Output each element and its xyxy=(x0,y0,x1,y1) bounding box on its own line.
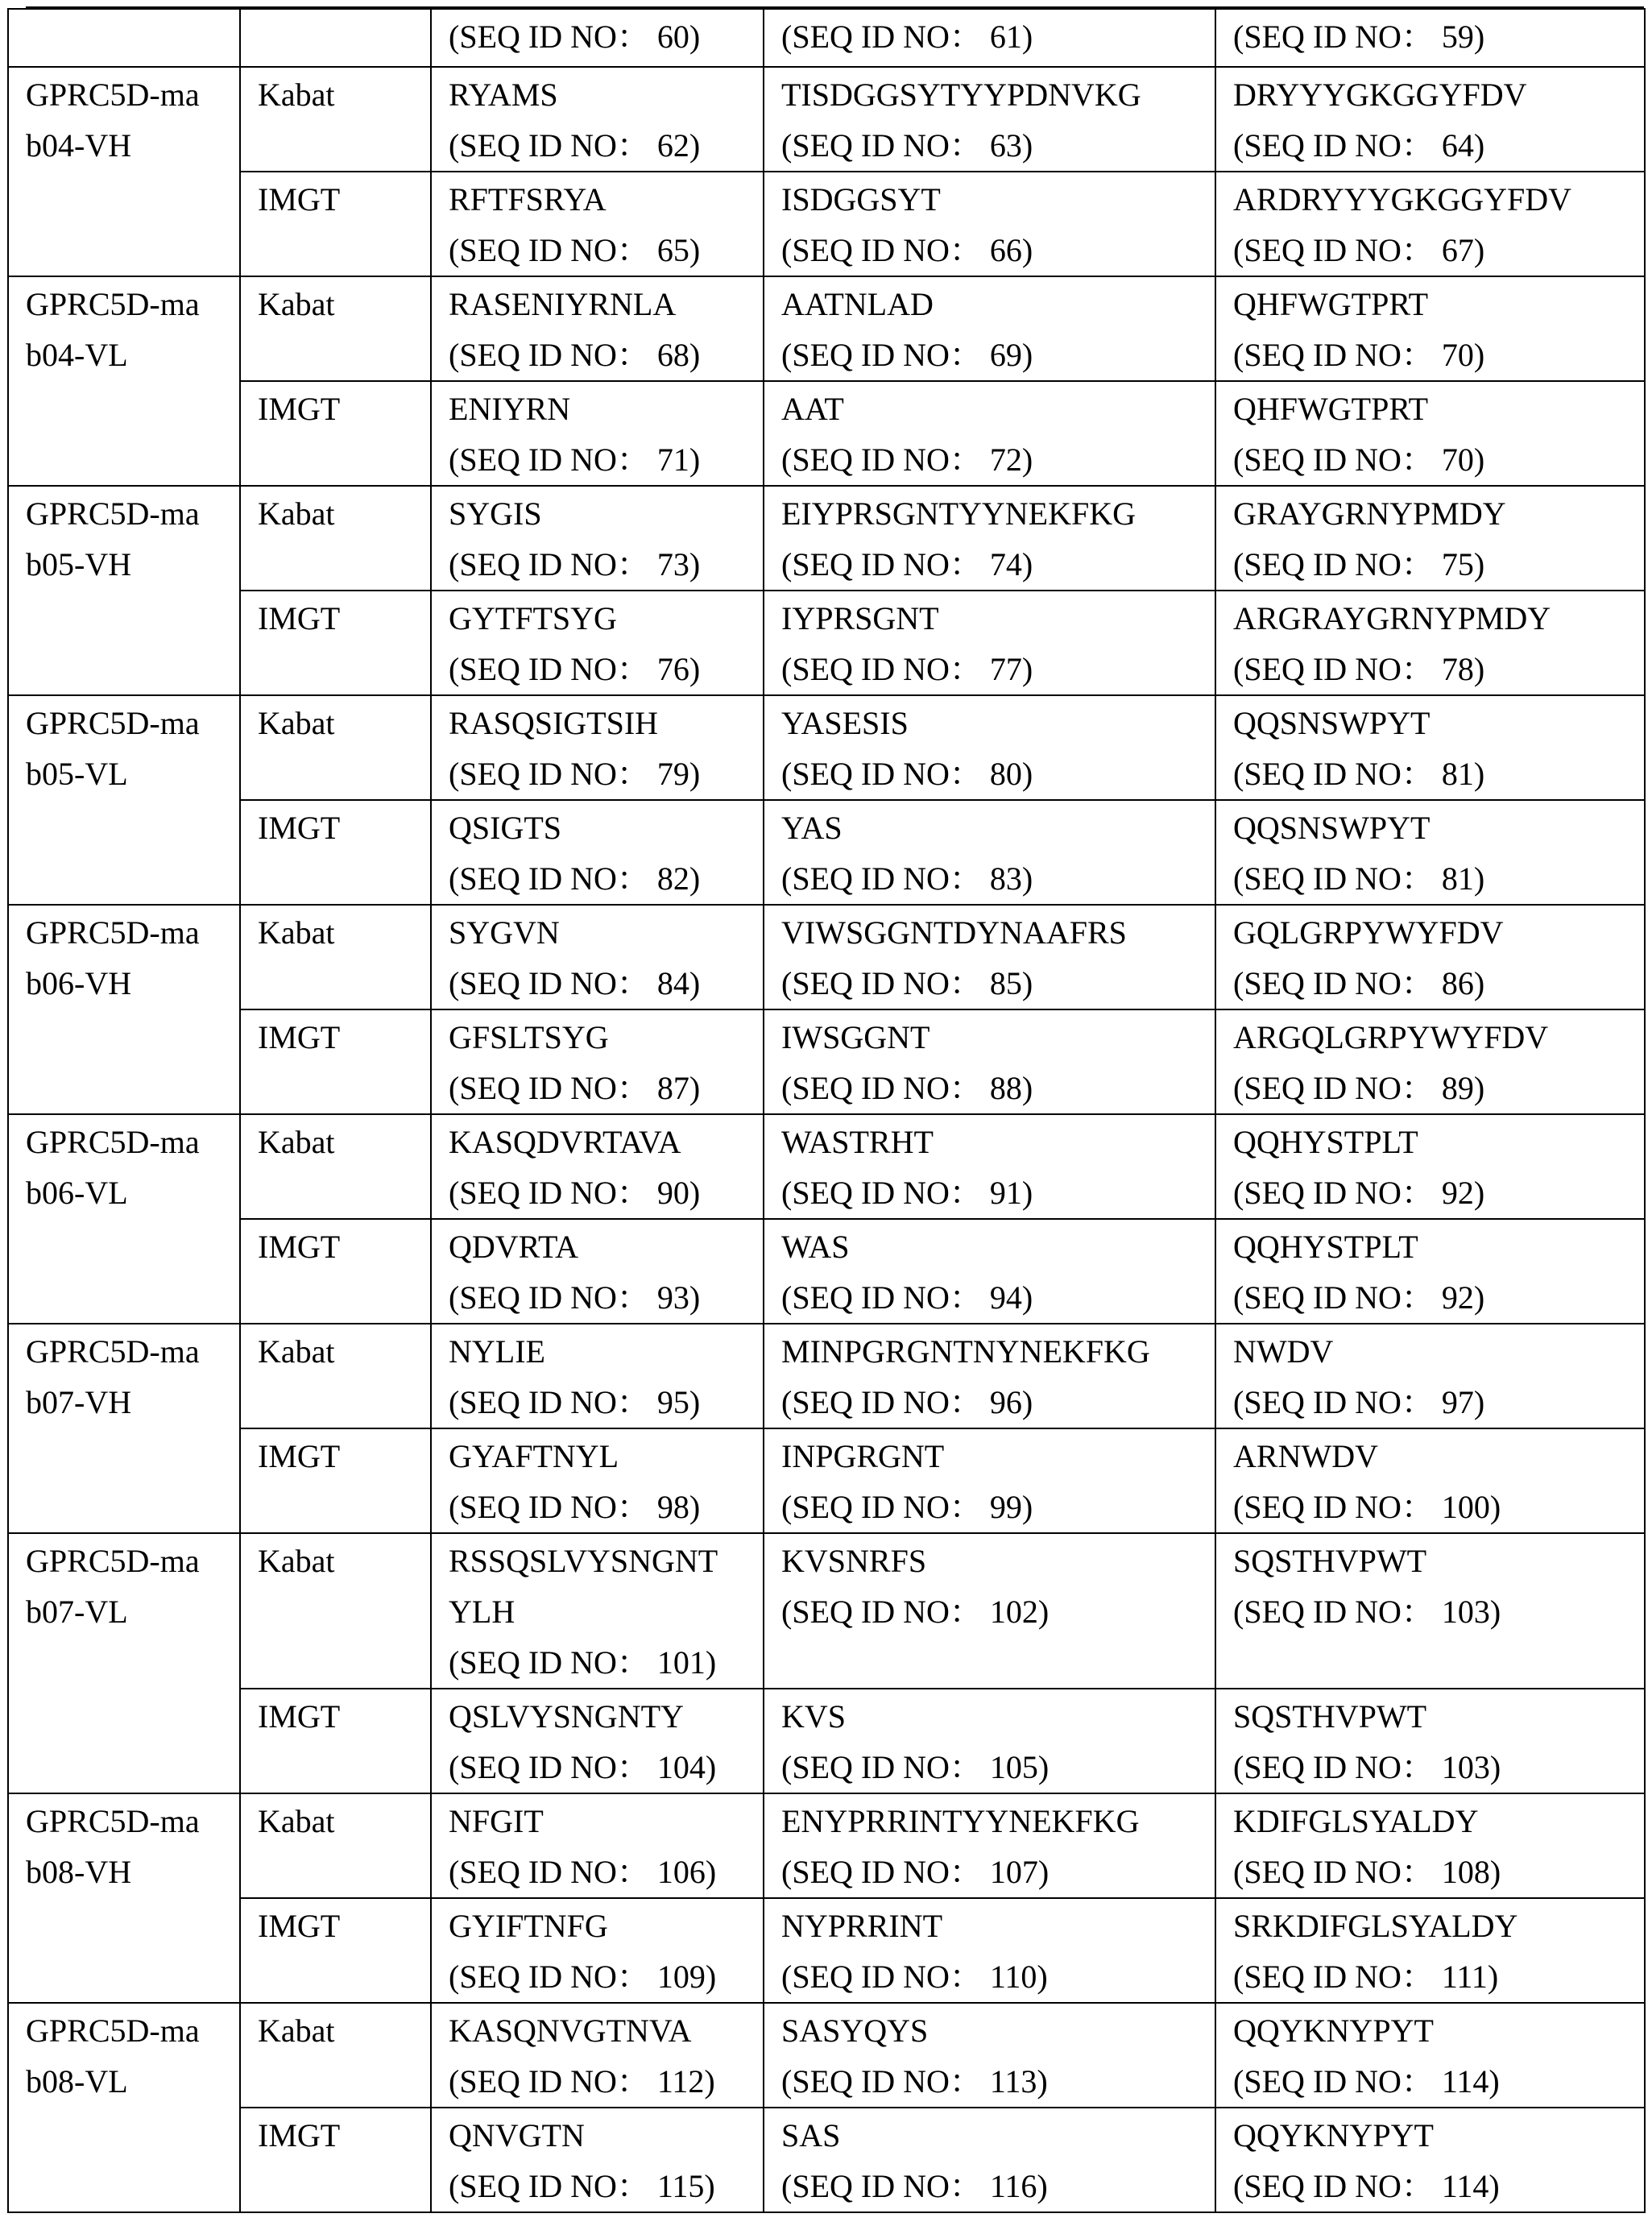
scheme-label: IMGT xyxy=(258,810,341,846)
scheme-cell xyxy=(240,1898,431,2003)
cdr3-seq-id: (SEQ ID NO： 70) xyxy=(1233,441,1485,478)
cdr3-cell xyxy=(1215,1428,1645,1533)
cdr3-seq-id: (SEQ ID NO： 89) xyxy=(1233,1070,1485,1106)
scheme-cell xyxy=(240,381,431,486)
cdr3-cell xyxy=(1215,591,1645,695)
scheme-cell xyxy=(240,591,431,695)
cdr2-sequence: MINPGRGNTNYNEKFKG xyxy=(781,1333,1150,1370)
antibody-name-cell xyxy=(8,1533,240,1793)
antibody-name-cell xyxy=(8,2003,240,2212)
scheme-cell xyxy=(240,905,431,1009)
cdr2-seq-id: (SEQ ID NO： 85) xyxy=(781,965,1033,1001)
cdr2-cell xyxy=(764,1114,1215,1219)
cdr3-cell xyxy=(1215,2108,1645,2212)
cdr1-sequence: QNVGTN xyxy=(449,2117,585,2153)
cdr1-seq-id: (SEQ ID NO： 79) xyxy=(449,756,701,792)
cdr2-sequence: KVSNRFS xyxy=(781,1543,927,1579)
cdr2-sequence: SASYQYS xyxy=(781,2013,929,2049)
cdr2-seq-id: (SEQ ID NO： 91) xyxy=(781,1175,1033,1211)
antibody-name-cell xyxy=(8,1114,240,1324)
scheme-label: Kabat xyxy=(258,1333,335,1370)
antibody-name-line2: b05-VL xyxy=(26,756,128,792)
cdr2-seq-id: (SEQ ID NO： 110) xyxy=(781,1959,1048,1995)
cdr3-seq-id: (SEQ ID NO： 81) xyxy=(1233,860,1485,897)
cdr1-seq-id: (SEQ ID NO： 71) xyxy=(449,441,701,478)
scheme-cell xyxy=(240,2108,431,2212)
cdr2-seq-id: (SEQ ID NO： 116) xyxy=(781,2168,1048,2204)
cdr3-seq-id: (SEQ ID NO： 92) xyxy=(1233,1175,1485,1211)
cdr2-cell xyxy=(764,486,1215,591)
cdr2-seq-id: (SEQ ID NO： 72) xyxy=(781,441,1033,478)
cdr1-seq-id: (SEQ ID NO： 95) xyxy=(449,1384,701,1420)
scheme-cell xyxy=(240,1428,431,1533)
table-row-kabat xyxy=(8,67,1645,172)
cdr3-sequence: GQLGRPYWYFDV xyxy=(1233,914,1504,951)
cdr2-sequence: KVS xyxy=(781,1698,847,1735)
cdr3-seq-id: (SEQ ID NO： 75) xyxy=(1233,546,1485,582)
table-row-imgt xyxy=(8,1689,1645,1793)
cdr2-seq-id: (SEQ ID NO： 66) xyxy=(781,232,1033,268)
cdr2-sequence: WAS xyxy=(781,1229,850,1265)
cdr3-cell xyxy=(1215,9,1645,67)
cdr1-sequence-cont: YLH xyxy=(449,1594,515,1630)
antibody-name-cell xyxy=(8,1793,240,2003)
cdr1-seq-id: (SEQ ID NO： 98) xyxy=(449,1489,701,1525)
cdr3-sequence: ARNWDV xyxy=(1233,1438,1378,1474)
cdr3-sequence: ARDRYYYGKGGYFDV xyxy=(1233,181,1572,218)
cdr1-seq-id: (SEQ ID NO： 82) xyxy=(449,860,701,897)
cdr2-cell xyxy=(764,2003,1215,2108)
cdr1-cell xyxy=(431,800,764,905)
cdr2-cell xyxy=(764,1219,1215,1324)
scheme-label: IMGT xyxy=(258,1438,341,1474)
table-row-kabat xyxy=(8,1793,1645,1898)
scheme-label: IMGT xyxy=(258,600,341,636)
cdr3-seq-id: (SEQ ID NO： 103) xyxy=(1233,1749,1501,1785)
scheme-label: Kabat xyxy=(258,914,335,951)
cdr1-cell xyxy=(431,1219,764,1324)
cdr3-sequence: GRAYGRNYPMDY xyxy=(1233,495,1506,532)
cdr2-cell xyxy=(764,1793,1215,1898)
cdr3-seq-id: (SEQ ID NO： 103) xyxy=(1233,1594,1501,1630)
antibody-name-line2: b08-VH xyxy=(26,1854,132,1890)
antibody-name-line1: GPRC5D-ma xyxy=(26,914,200,951)
cdr1-cell xyxy=(431,1428,764,1533)
cdr3-cell xyxy=(1215,276,1645,381)
seq-id-label: (SEQ ID NO： 61) xyxy=(781,19,1033,55)
cdr1-sequence: QSIGTS xyxy=(449,810,562,846)
scheme-cell xyxy=(240,1793,431,1898)
scheme-cell xyxy=(240,276,431,381)
antibody-name-cell xyxy=(8,905,240,1114)
cdr3-sequence: ARGQLGRPYWYFDV xyxy=(1233,1019,1549,1055)
cdr3-cell xyxy=(1215,486,1645,591)
cdr3-cell xyxy=(1215,1793,1645,1898)
scheme-label: Kabat xyxy=(258,2013,335,2049)
scheme-cell xyxy=(240,67,431,172)
cdr1-seq-id: (SEQ ID NO： 87) xyxy=(449,1070,701,1106)
table-row-kabat xyxy=(8,1324,1645,1428)
cdr1-seq-id: (SEQ ID NO： 90) xyxy=(449,1175,701,1211)
cdr2-sequence: ENYPRRINTYYNEKFKG xyxy=(781,1803,1140,1839)
scheme-cell xyxy=(240,9,431,67)
cdr1-sequence: GYIFTNFG xyxy=(449,1908,608,1944)
cdr3-sequence: QHFWGTPRT xyxy=(1233,286,1429,322)
cdr1-sequence: ENIYRN xyxy=(449,391,571,427)
cdr1-sequence: GYTFTSYG xyxy=(449,600,617,636)
table-row-kabat xyxy=(8,1533,1645,1689)
cdr-sequence-table xyxy=(7,8,1646,2213)
antibody-name-line2: b05-VH xyxy=(26,546,132,582)
cdr1-sequence: QSLVYSNGNTY xyxy=(449,1698,684,1735)
cdr2-sequence: EIYPRSGNTYYNEKFKG xyxy=(781,495,1137,532)
cdr3-seq-id: (SEQ ID NO： 100) xyxy=(1233,1489,1501,1525)
cdr3-cell xyxy=(1215,905,1645,1009)
cdr3-sequence: QQHYSTPLT xyxy=(1233,1124,1418,1160)
seq-id-label: (SEQ ID NO： 59) xyxy=(1233,19,1485,55)
cdr3-seq-id: (SEQ ID NO： 114) xyxy=(1233,2168,1500,2204)
table-row-kabat xyxy=(8,276,1645,381)
scheme-label: IMGT xyxy=(258,1698,341,1735)
antibody-name-cell xyxy=(8,695,240,905)
cdr3-cell xyxy=(1215,1114,1645,1219)
cdr2-sequence: INPGRGNT xyxy=(781,1438,945,1474)
cdr1-seq-id: (SEQ ID NO： 112) xyxy=(449,2063,715,2100)
cdr2-cell xyxy=(764,2108,1215,2212)
cdr3-cell xyxy=(1215,172,1645,276)
seq-id-label: (SEQ ID NO： 60) xyxy=(449,19,701,55)
cdr1-cell xyxy=(431,1324,764,1428)
scheme-label: Kabat xyxy=(258,286,335,322)
antibody-name-cell xyxy=(8,1324,240,1533)
cdr3-sequence: QQHYSTPLT xyxy=(1233,1229,1418,1265)
cdr3-seq-id: (SEQ ID NO： 111) xyxy=(1233,1959,1499,1995)
cdr2-seq-id: (SEQ ID NO： 102) xyxy=(781,1594,1050,1630)
cdr1-seq-id: (SEQ ID NO： 109) xyxy=(449,1959,717,1995)
antibody-name-cell xyxy=(8,276,240,486)
antibody-name-line1: GPRC5D-ma xyxy=(26,1333,200,1370)
table-row-imgt xyxy=(8,1219,1645,1324)
cdr2-cell xyxy=(764,1428,1215,1533)
cdr2-sequence: WASTRHT xyxy=(781,1124,934,1160)
cdr3-sequence: QHFWGTPRT xyxy=(1233,391,1429,427)
cdr2-cell xyxy=(764,381,1215,486)
cdr3-sequence: QQSNSWPYT xyxy=(1233,810,1430,846)
cdr3-cell xyxy=(1215,1898,1645,2003)
cdr1-sequence: KASQNVGTNVA xyxy=(449,2013,692,2049)
cdr1-seq-id: (SEQ ID NO： 68) xyxy=(449,337,701,373)
scheme-cell xyxy=(240,2003,431,2108)
scheme-label: Kabat xyxy=(258,1803,335,1839)
cdr3-seq-id: (SEQ ID NO： 86) xyxy=(1233,965,1485,1001)
cdr2-seq-id: (SEQ ID NO： 80) xyxy=(781,756,1033,792)
scheme-label: IMGT xyxy=(258,2117,341,2153)
cdr3-sequence: ARGRAYGRNYPMDY xyxy=(1233,600,1551,636)
scheme-label: IMGT xyxy=(258,1908,341,1944)
cdr1-seq-id: (SEQ ID NO： 65) xyxy=(449,232,701,268)
cdr1-seq-id: (SEQ ID NO： 104) xyxy=(449,1749,717,1785)
continuation-row xyxy=(8,9,1645,67)
scheme-label: Kabat xyxy=(258,77,335,113)
cdr1-seq-id: (SEQ ID NO： 76) xyxy=(449,651,701,687)
cdr1-sequence: RYAMS xyxy=(449,77,558,113)
cdr1-cell xyxy=(431,591,764,695)
cdr2-cell xyxy=(764,591,1215,695)
cdr3-sequence: SRKDIFGLSYALDY xyxy=(1233,1908,1518,1944)
cdr3-cell xyxy=(1215,1689,1645,1793)
scheme-cell xyxy=(240,1219,431,1324)
cdr1-cell xyxy=(431,2003,764,2108)
cdr2-seq-id: (SEQ ID NO： 74) xyxy=(781,546,1033,582)
cdr1-sequence: RFTFSRYA xyxy=(449,181,607,218)
cdr2-cell xyxy=(764,1009,1215,1114)
antibody-name-line2: b06-VH xyxy=(26,965,132,1001)
cdr2-cell xyxy=(764,9,1215,67)
antibody-name-line2: b04-VH xyxy=(26,127,132,164)
scheme-label: Kabat xyxy=(258,1124,335,1160)
table-row-kabat xyxy=(8,1114,1645,1219)
scheme-cell xyxy=(240,172,431,276)
antibody-name-line1: GPRC5D-ma xyxy=(26,77,200,113)
scheme-cell xyxy=(240,486,431,591)
cdr3-cell xyxy=(1215,381,1645,486)
cdr2-cell xyxy=(764,800,1215,905)
cdr1-cell xyxy=(431,486,764,591)
cdr1-sequence: QDVRTA xyxy=(449,1229,579,1265)
cdr1-seq-id: (SEQ ID NO： 62) xyxy=(449,127,701,164)
cdr2-cell xyxy=(764,1898,1215,2003)
cdr2-seq-id: (SEQ ID NO： 105) xyxy=(781,1749,1050,1785)
cdr2-cell xyxy=(764,1689,1215,1793)
cdr1-cell xyxy=(431,1793,764,1898)
cdr2-sequence: IWSGGNT xyxy=(781,1019,930,1055)
cdr3-cell xyxy=(1215,1533,1645,1689)
table-row-imgt xyxy=(8,800,1645,905)
cdr3-sequence: SQSTHVPWT xyxy=(1233,1698,1427,1735)
scheme-cell xyxy=(240,1533,431,1689)
antibody-name-line2: b07-VL xyxy=(26,1594,128,1630)
scheme-cell xyxy=(240,695,431,800)
cdr2-seq-id: (SEQ ID NO： 77) xyxy=(781,651,1033,687)
cdr1-cell xyxy=(431,381,764,486)
cdr2-cell xyxy=(764,1533,1215,1689)
cdr3-sequence: QQYKNYPYT xyxy=(1233,2013,1434,2049)
cdr3-cell xyxy=(1215,1009,1645,1114)
cdr1-sequence: NYLIE xyxy=(449,1333,545,1370)
scheme-label: IMGT xyxy=(258,1229,341,1265)
cdr1-cell xyxy=(431,905,764,1009)
cdr1-cell xyxy=(431,1898,764,2003)
cdr3-cell xyxy=(1215,1324,1645,1428)
cdr2-sequence: IYPRSGNT xyxy=(781,600,939,636)
cdr1-cell xyxy=(431,695,764,800)
cdr1-sequence: SYGVN xyxy=(449,914,560,951)
cdr3-cell xyxy=(1215,695,1645,800)
antibody-name-line1: GPRC5D-ma xyxy=(26,286,200,322)
cdr1-cell xyxy=(431,1114,764,1219)
scheme-label: Kabat xyxy=(258,1543,335,1579)
cdr1-seq-id: (SEQ ID NO： 73) xyxy=(449,546,701,582)
antibody-name-line1: GPRC5D-ma xyxy=(26,495,200,532)
cdr2-sequence: NYPRRINT xyxy=(781,1908,943,1944)
antibody-name-line2: b08-VL xyxy=(26,2063,128,2100)
cdr3-sequence: NWDV xyxy=(1233,1333,1334,1370)
table-row-imgt xyxy=(8,2108,1645,2212)
cdr2-cell xyxy=(764,67,1215,172)
table-row-kabat xyxy=(8,695,1645,800)
cdr3-seq-id: (SEQ ID NO： 97) xyxy=(1233,1384,1485,1420)
table-body xyxy=(8,9,1645,2212)
cdr3-cell xyxy=(1215,800,1645,905)
cdr1-seq-id: (SEQ ID NO： 101) xyxy=(449,1644,717,1681)
cdr1-cell xyxy=(431,1689,764,1793)
scheme-cell xyxy=(240,800,431,905)
cdr2-sequence: YAS xyxy=(781,810,843,846)
scheme-label: IMGT xyxy=(258,1019,341,1055)
cdr2-sequence: SAS xyxy=(781,2117,841,2153)
scheme-label: IMGT xyxy=(258,181,341,218)
cdr1-seq-id: (SEQ ID NO： 84) xyxy=(449,965,701,1001)
scheme-label: Kabat xyxy=(258,495,335,532)
scheme-cell xyxy=(240,1324,431,1428)
cdr1-cell xyxy=(431,67,764,172)
cdr1-seq-id: (SEQ ID NO： 106) xyxy=(449,1854,717,1890)
cdr1-sequence: RASENIYRNLA xyxy=(449,286,677,322)
cdr2-seq-id: (SEQ ID NO： 94) xyxy=(781,1279,1033,1316)
cdr3-cell xyxy=(1215,1219,1645,1324)
scheme-cell xyxy=(240,1689,431,1793)
cdr2-sequence: AAT xyxy=(781,391,844,427)
cdr1-sequence: GFSLTSYG xyxy=(449,1019,609,1055)
cdr1-sequence: GYAFTNYL xyxy=(449,1438,619,1474)
cdr2-seq-id: (SEQ ID NO： 107) xyxy=(781,1854,1050,1890)
cdr3-seq-id: (SEQ ID NO： 81) xyxy=(1233,756,1485,792)
cdr2-cell xyxy=(764,276,1215,381)
cdr1-cell xyxy=(431,2108,764,2212)
antibody-name-line2: b07-VH xyxy=(26,1384,132,1420)
antibody-name-cell xyxy=(8,67,240,276)
cdr3-seq-id: (SEQ ID NO： 114) xyxy=(1233,2063,1500,2100)
cdr2-cell xyxy=(764,905,1215,1009)
table-row-imgt xyxy=(8,591,1645,695)
antibody-name-line1: GPRC5D-ma xyxy=(26,1124,200,1160)
cdr2-sequence: ISDGGSYT xyxy=(781,181,941,218)
cdr2-sequence: AATNLAD xyxy=(781,286,934,322)
antibody-name-line2: b06-VL xyxy=(26,1175,128,1211)
cdr2-seq-id: (SEQ ID NO： 99) xyxy=(781,1489,1033,1525)
antibody-name-line1: GPRC5D-ma xyxy=(26,705,200,741)
cdr3-sequence: DRYYYGKGGYFDV xyxy=(1233,77,1527,113)
table-row-imgt xyxy=(8,172,1645,276)
cdr3-cell xyxy=(1215,2003,1645,2108)
cdr2-sequence: TISDGGSYTYYPDNVKG xyxy=(781,77,1141,113)
scheme-cell xyxy=(240,1009,431,1114)
cdr2-seq-id: (SEQ ID NO： 83) xyxy=(781,860,1033,897)
cdr2-sequence: YASESIS xyxy=(781,705,909,741)
cdr3-sequence: SQSTHVPWT xyxy=(1233,1543,1427,1579)
antibody-name-line1: GPRC5D-ma xyxy=(26,1543,200,1579)
antibody-cell xyxy=(8,9,240,67)
cdr1-seq-id: (SEQ ID NO： 115) xyxy=(449,2168,715,2204)
cdr2-cell xyxy=(764,1324,1215,1428)
cdr1-cell xyxy=(431,1009,764,1114)
antibody-name-line1: GPRC5D-ma xyxy=(26,1803,200,1839)
cdr1-seq-id: (SEQ ID NO： 93) xyxy=(449,1279,701,1316)
antibody-name-cell xyxy=(8,486,240,695)
cdr3-sequence: QQYKNYPYT xyxy=(1233,2117,1434,2153)
scheme-cell xyxy=(240,1114,431,1219)
table-row-kabat xyxy=(8,486,1645,591)
cdr1-cell xyxy=(431,172,764,276)
scheme-label: IMGT xyxy=(258,391,341,427)
cdr3-seq-id: (SEQ ID NO： 78) xyxy=(1233,651,1485,687)
scheme-label: Kabat xyxy=(258,705,335,741)
cdr2-sequence: VIWSGGNTDYNAAFRS xyxy=(781,914,1127,951)
cdr2-cell xyxy=(764,172,1215,276)
table-row-imgt xyxy=(8,1898,1645,2003)
cdr3-sequence: QQSNSWPYT xyxy=(1233,705,1430,741)
antibody-name-line1: GPRC5D-ma xyxy=(26,2013,200,2049)
cdr3-sequence: KDIFGLSYALDY xyxy=(1233,1803,1479,1839)
cdr1-sequence: SYGIS xyxy=(449,495,542,532)
table-row-kabat xyxy=(8,905,1645,1009)
table-row-kabat xyxy=(8,2003,1645,2108)
cdr1-cell xyxy=(431,276,764,381)
cdr3-seq-id: (SEQ ID NO： 64) xyxy=(1233,127,1485,164)
cdr2-seq-id: (SEQ ID NO： 113) xyxy=(781,2063,1048,2100)
antibody-name-line2: b04-VL xyxy=(26,337,128,373)
cdr1-sequence: RSSQSLVYSNGNT xyxy=(449,1543,718,1579)
cdr1-cell xyxy=(431,9,764,67)
cdr2-cell xyxy=(764,695,1215,800)
table-row-imgt xyxy=(8,1009,1645,1114)
cdr3-seq-id: (SEQ ID NO： 70) xyxy=(1233,337,1485,373)
cdr3-seq-id: (SEQ ID NO： 92) xyxy=(1233,1279,1485,1316)
table-row-imgt xyxy=(8,381,1645,486)
cdr1-sequence: RASQSIGTSIH xyxy=(449,705,659,741)
cdr2-seq-id: (SEQ ID NO： 88) xyxy=(781,1070,1033,1106)
cdr2-seq-id: (SEQ ID NO： 96) xyxy=(781,1384,1033,1420)
cdr2-seq-id: (SEQ ID NO： 69) xyxy=(781,337,1033,373)
cdr3-cell xyxy=(1215,67,1645,172)
table-row-imgt xyxy=(8,1428,1645,1533)
cdr1-sequence: NFGIT xyxy=(449,1803,544,1839)
cdr3-seq-id: (SEQ ID NO： 67) xyxy=(1233,232,1485,268)
cdr1-sequence: KASQDVRTAVA xyxy=(449,1124,681,1160)
cdr1-cell xyxy=(431,1533,764,1689)
cdr3-seq-id: (SEQ ID NO： 108) xyxy=(1233,1854,1501,1890)
cdr2-seq-id: (SEQ ID NO： 63) xyxy=(781,127,1033,164)
